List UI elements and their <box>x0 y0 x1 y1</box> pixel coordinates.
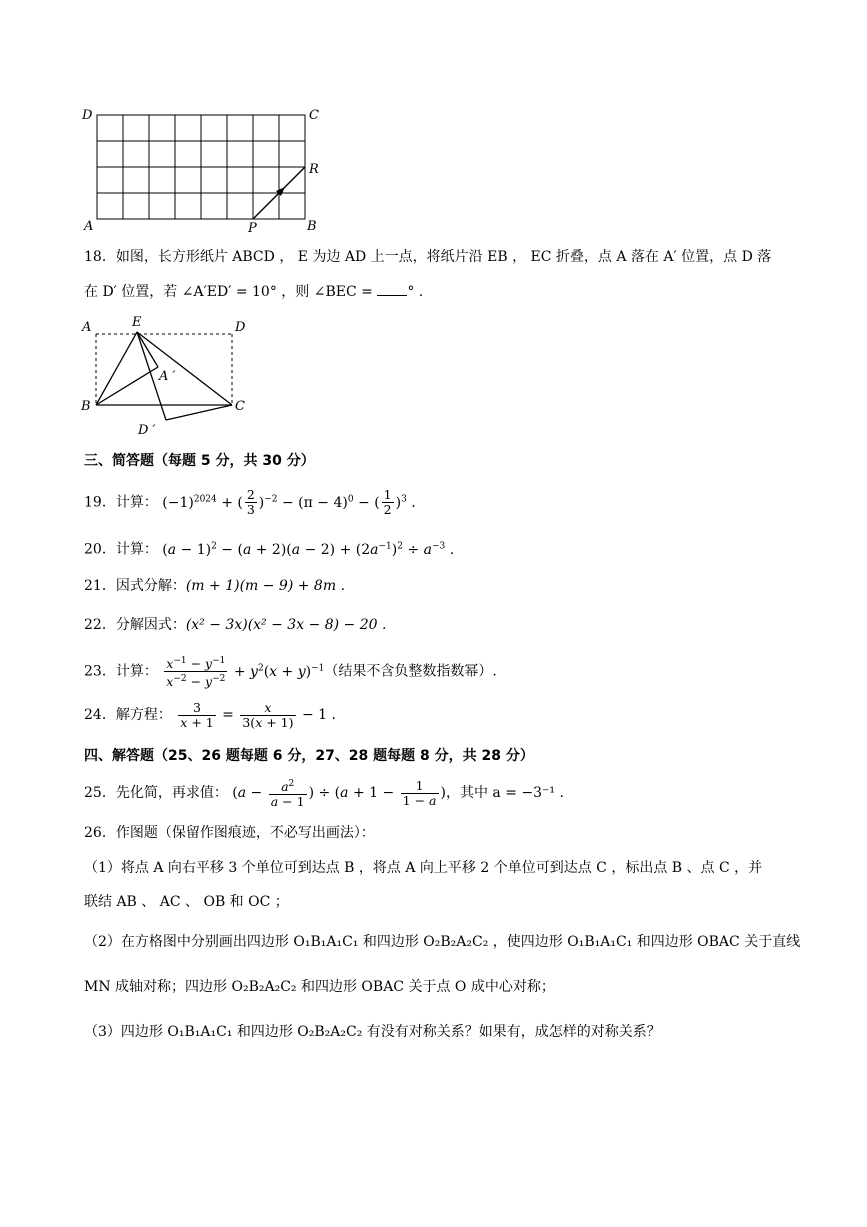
q22-expression: (x² − 3x)(x² − 3x − 8) − 20 . <box>185 617 387 633</box>
q18-line2: 在 D′ 位置，若 ∠A′ED′ = 10° ，则 ∠BEC = ° . <box>84 284 424 300</box>
label-C-fold: C <box>235 399 245 414</box>
label-P: P <box>248 221 257 234</box>
q18-line1: 18．如图，长方形纸片 ABCD ， E 为边 AD 上一点，将纸片沿 EB ， EC 折叠，点 A 落在 A′ 位置，点 D 落 <box>84 249 772 265</box>
q23-expression: $\frac{x^{-1} - y^{-1}}{x^{-2} - y^{-2}}$ + $y^2(x + y)^{-1}$ <box>166 656 325 690</box>
label-E-fold: E <box>132 315 142 330</box>
q22: 22．分解因式：(x² − 3x)(x² − 3x − 8) − 20 . <box>84 617 387 633</box>
q26-part1-line2: 联结 AB 、 AC 、 OB 和 OC ； <box>84 894 289 910</box>
q26-title: 26．作图题（保留作图痕迹，不必写出画法）： <box>84 825 375 841</box>
q20-expression: $(a - 1)^2 - (a + 2)(a - 2) + (2a^{-1})^2 \div a^{-3}$ . <box>162 541 455 558</box>
q24-equation: $\frac{3}{x + 1}$ = $\frac{x}{3(x + 1)}$ − 1 . <box>180 699 336 730</box>
q26-part2-line2: MN 成轴对称；四边形 O₂B₂A₂C₂ 和四边形 OBAC 关于点 O 成中心对称； <box>84 979 555 995</box>
q19: 19．计算： $(-1)^{2024}$ + ( $\frac{2}{3}$ )$^{-2} - (\pi - 4)^0$ − ( $\frac{1}{2}$ )$^3$ . <box>84 487 416 518</box>
q26-part2-line1: （2）在方格图中分别画出四边形 O₁B₁A₁C₁ 和四边形 O₂B₂A₂C₂ ，使四边形 O₁B₁A₁C₁ 和四边形 OBAC 关于直线 <box>84 934 801 950</box>
q21-expression: (m + 1)(m − 9) + 8m . <box>185 578 346 594</box>
grid-figure <box>80 104 330 234</box>
label-A-fold: A <box>82 320 92 335</box>
q24: 24．解方程： $\frac{3}{x + 1}$ = $\frac{x}{3(x + 1)}$ − 1 . <box>84 699 336 730</box>
q26-part1-line1: （1）将点 A 向右平移 3 个单位可到达点 B ，将点 A 向上平移 2 个单位可到达点 C ，标出点 B 、点 C ，并 <box>84 860 763 876</box>
q23: 23．计算： $\frac{x^{-1} - y^{-1}}{x^{-2} - y^{-2}}$ + $y^2(x + y)^{-1}$（结果不含负整数指数幂）. <box>84 656 497 690</box>
label-B: B <box>307 219 317 234</box>
q20: 20．计算： $(a - 1)^2 - (a + 2)(a - 2) + (2a^{-1})^2 \div a^{-3}$ . <box>84 541 455 558</box>
label-C: C <box>309 108 319 123</box>
q19-expression: $(-1)^{2024}$ + ( $\frac{2}{3}$ )$^{-2} - (\pi - 4)^0$ − ( $\frac{1}{2}$ )$^3$ . <box>162 487 416 518</box>
label-D-prime: D ′ <box>138 423 156 438</box>
fold-figure <box>80 312 260 442</box>
label-A-prime: A ′ <box>159 369 176 384</box>
label-B-fold: B <box>81 399 91 414</box>
answer-blank[interactable] <box>377 283 407 296</box>
q21: 21．因式分解：(m + 1)(m − 9) + 8m . <box>84 578 346 594</box>
label-A: A <box>84 219 94 234</box>
section-4-title: 四、解答题（25、26 题每题 6 分，27、28 题每题 8 分，共 28 分） <box>84 748 534 764</box>
section-3-title: 三、简答题（每题 5 分，共 30 分） <box>84 453 315 469</box>
label-D: D <box>82 108 93 123</box>
q25-expression: (a − $\frac{a^2}{a - 1}$ ) ÷ (a + 1 − $\frac{1}{1 - a}$ ) <box>232 777 446 810</box>
label-D-fold: D <box>235 320 246 335</box>
label-R: R <box>309 162 319 177</box>
q26-part3: （3）四边形 O₁B₁A₁C₁ 和四边形 O₂B₂A₂C₂ 有没有对称关系？如果有，成怎样的对称关系？ <box>84 1024 661 1040</box>
q25: 25．先化简，再求值： (a − $\frac{a^2}{a - 1}$ ) ÷ (a + 1 − $\frac{1}{1 - a}$ )，其中 a = −3⁻¹ . <box>84 777 564 810</box>
